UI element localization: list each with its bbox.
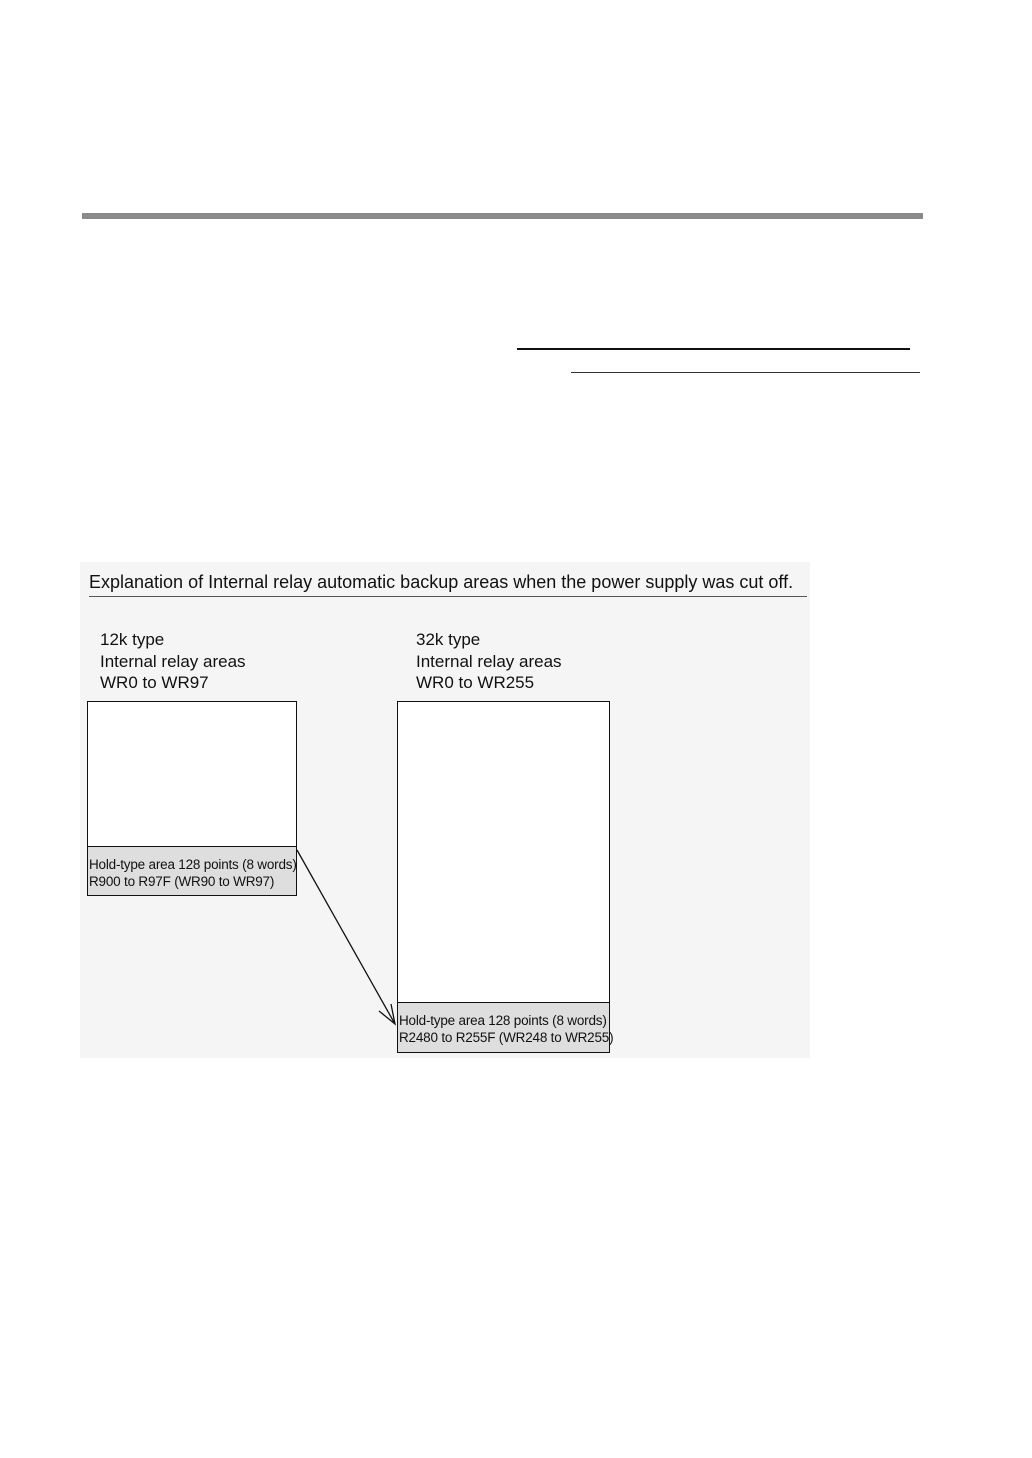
left-area-label: [100, 629, 246, 694]
right-type-label: 32k type: [416, 630, 481, 649]
arrow-shaft: [297, 850, 395, 1024]
header-divider: [82, 213, 923, 219]
underline-rule-lower: [571, 372, 920, 373]
underline-rule-upper: [517, 348, 910, 350]
right-hold-line1: Hold-type area 128 points (8 words): [399, 1013, 607, 1028]
left-type-label: 12k type: [100, 630, 165, 649]
left-hold-area: [88, 846, 296, 895]
right-hold-area: [398, 1002, 614, 1052]
right-range-label: WR0 to WR255: [416, 673, 535, 692]
left-range-label: WR0 to WR97: [100, 673, 209, 692]
left-hold-line1: Hold-type area 128 points (8 words): [89, 857, 297, 872]
backup-areas-figure: [80, 562, 810, 1058]
right-area-name: Internal relay areas: [416, 651, 562, 671]
arrow-head: [379, 1004, 395, 1024]
left-area-name: Internal relay areas: [100, 651, 246, 671]
left-relay-box: [87, 701, 297, 896]
figure-title: Explanation of Internal relay automatic backup areas when the power supply was cut off.: [89, 571, 807, 597]
right-hold-line2: R2480 to R255F (WR248 to WR255): [399, 1030, 614, 1045]
right-relay-box: [397, 701, 614, 1053]
right-area-label: [416, 629, 562, 694]
left-hold-line2: R900 to R97F (WR90 to WR97): [89, 874, 275, 889]
